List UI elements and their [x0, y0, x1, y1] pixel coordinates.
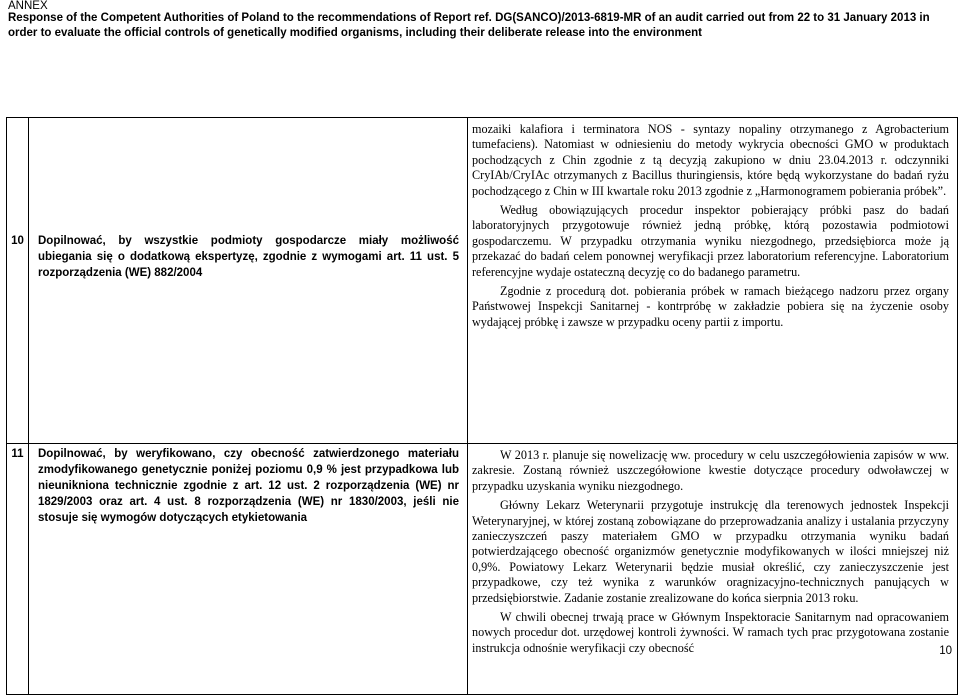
annex-label: ANNEX — [8, 0, 48, 12]
recommendation-cell — [29, 444, 468, 695]
row-number-cell — [7, 118, 29, 444]
response-paragraph: Według obowiązujących procedur inspektor pobierający próbki pasz do badań laboratoryjnych przygotowuje również jedną próbkę, którą pozostawia podmiotowi gospodarczemu. W przypadku otrzymania wyniku niezgodnego, przedsiębiorca może ją przekazać do badań celem ponownej weryfikacji przez laboratorium referencyjne. Laboratorium referencyjne wydaje ostateczną decyzję co do badanego parametru. — [472, 203, 949, 279]
response-paragraph: Główny Lekarz Weterynarii przygotuje instrukcję dla terenowych jednostek Inspekcji Weterynaryjnej, w której zostaną zobowiązane do przeprowadzania analizy i ustalania przyczyny zanieczyszczeń paszy materiałem GMO w przypadku otrzymania wyniku badań potwierdzającego obecność organizmów genetycznie modyfikowanych w ilości mniejszej niż 0,9%. Powiatowy Lekarz Weterynarii będzie musiał określić, czy zanieczyszczenie jest przypadkowe, czy też wynika z warunków oragnizacyjno-technicznych panujących w przedsiębiorstwie. Zadanie zostanie zrealizowane do końca sierpnia 2013 roku. — [472, 498, 949, 605]
response-text — [468, 118, 957, 330]
response-cell — [468, 444, 958, 695]
response-paragraph: mozaiki kalafiora i terminatora NOS - syntazy nopaliny otrzymanego z Agrobacterium tumefaciens). Natomiast w odniesieniu do metody wykrycia obecności GMO w produktach pochodzących z Chin zgodnie z tą decyzją zakupiono w dniu 23.04.2013 r. odczynniki CryIAb/CryIAc otrzymanych z Bacillus thuringiensis, które będą wykorzystane do badań ryżu pochodzącego z Chin w III kwartale roku 2013 zgodnie z „Harmonogramem pobierania próbek”. — [472, 122, 949, 198]
recommendations-table — [6, 117, 958, 695]
response-cell — [468, 118, 958, 444]
recommendation-text: Dopilnować, by wszystkie podmioty gospodarcze miały możliwość ubiegania się o dodatkową ekspertyzę, zgodnie z wymogami art. 11 ust. 5 rozporządzenia (WE) 882/2004 — [38, 235, 459, 279]
response-text — [468, 444, 957, 656]
row-number: 10 — [11, 235, 24, 247]
response-paragraph: Zgodnie z procedurą dot. pobierania próbek w ramach bieżącego nadzoru przez organy Państwowej Inspekcji Sanitarnej - kontrpróbę w zakładzie pobiera się na życzenie osoby wydającej próbkę i zawsze w przypadku oceny partii z importu. — [472, 284, 949, 329]
recommendation-cell — [29, 118, 468, 444]
page-number: 10 — [939, 645, 952, 657]
document-title: Response of the Competent Authorities of Poland to the recommendations of Report ref. DG(SANCO)/2013-6819-MR of an audit carried out from 22 to 31 January 2013 in order to evaluate the official controls of genetically modified organisms, including their deliberate release into the environment — [8, 12, 930, 39]
table-row — [7, 118, 958, 444]
response-paragraph: W 2013 r. planuje się nowelizację ww. procedury w celu uszczegółowienia zapisów w ww. zakresie. Zostaną również uszczegółowione kwestie dotyczące procedury odwoławczej w przypadku uzyskania wyniku niezgodnego. — [472, 448, 949, 493]
response-paragraph: W chwili obecnej trwają prace w Głównym Inspektoracie Sanitarnym nad opracowaniem nowych procedur dot. urzędowej kontroli żywności. W ramach tych prac przygotowana zostanie instrukcja odnośnie weryfikacji czy obecność — [472, 610, 949, 655]
table-row — [7, 444, 958, 695]
row-number-cell — [7, 444, 29, 695]
row-number: 11 — [11, 448, 24, 460]
recommendation-text: Dopilnować, by weryfikowano, czy obecność zatwierdzonego materiału zmodyfikowanego genetycznie poniżej poziomu 0,9 % jest przypadkowa lub nieunikniona technicznie zgodnie z art. 12 ust. 2 rozporządzenia (WE) nr 1829/2003 oraz art. 4 ust. 8 rozporządzenia (WE) nr 1830/2003, jeśli nie stosuje się wymogów dotyczących etykietowania — [38, 448, 459, 524]
